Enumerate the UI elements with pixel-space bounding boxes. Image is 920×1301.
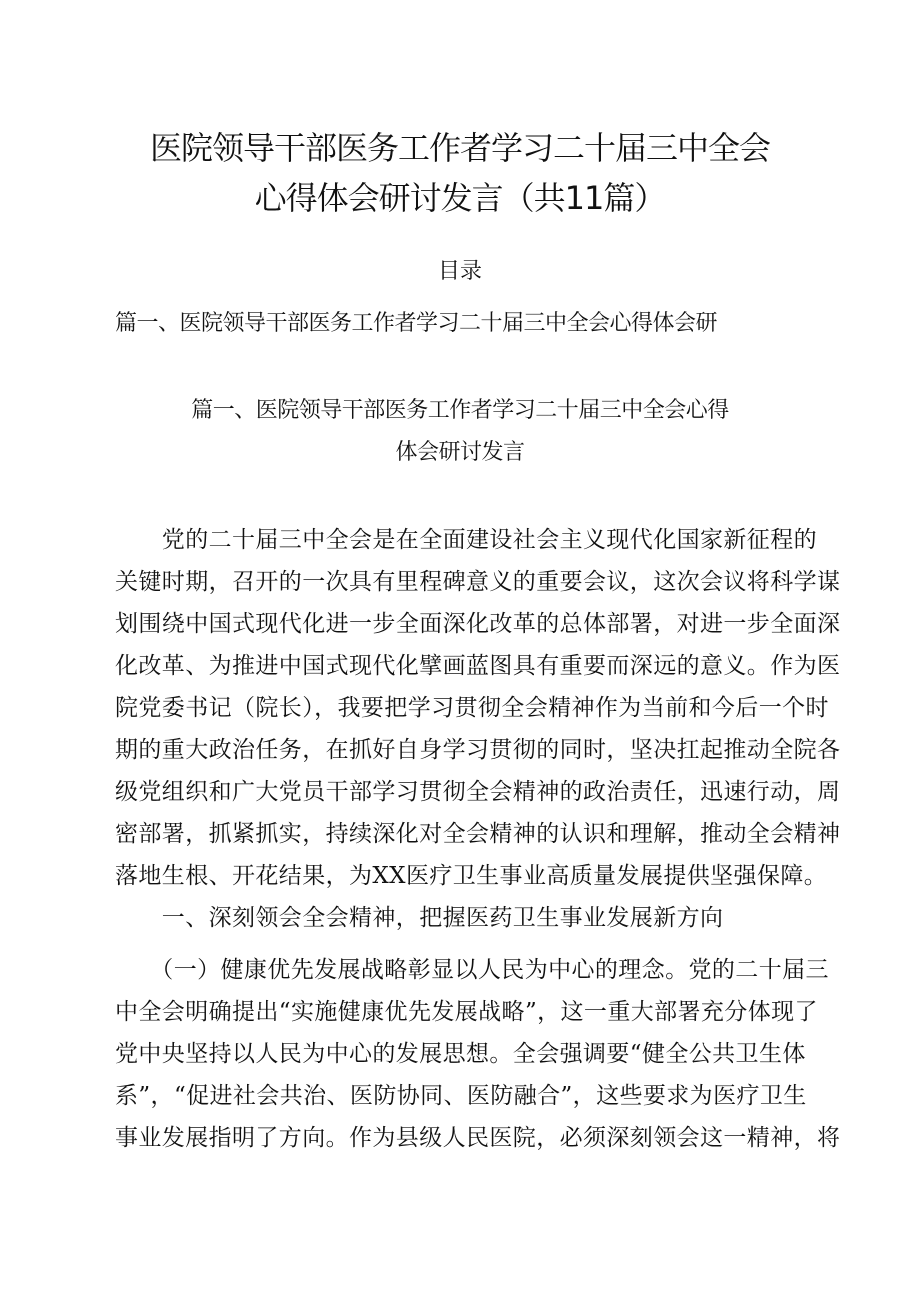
toc-item[interactable]: 篇一、医院领导干部医务工作者学习二十届三中全会心得体会研 xyxy=(115,311,718,336)
body-line: 院党委书记（院长），我要把学习贯彻全会精神作为当前和今后一个时 xyxy=(115,695,829,721)
body-line: 党中央坚持以人民为中心的发展思想。全会强调要“健全公共卫生体 xyxy=(115,1041,806,1067)
body-line: 级党组织和广大党员干部学习贯彻全会精神的政治责任，迅速行动，周 xyxy=(115,779,841,805)
body-line: 化改革、为推进中国式现代化擘画蓝图具有重要而深远的意义。作为医 xyxy=(115,653,841,679)
body-line: 关键时期，召开的一次具有里程碑意义的重要会议，这次会议将科学谋 xyxy=(115,569,841,595)
section-title-line-2: 体会研讨发言 xyxy=(395,440,525,465)
body-line: （一）健康优先发展战略彰显以人民为中心的理念。党的二十届三 xyxy=(115,957,829,983)
body-line: 党的二十届三中全会是在全面建设社会主义现代化国家新征程的 xyxy=(115,527,817,553)
body-line: 事业发展指明了方向。作为县级人民医院，必须深刻领会这一精神，将 xyxy=(115,1125,841,1151)
body-line: 系”，“促进社会共治、医防协同、医防融合”，这些要求为医疗卫生 xyxy=(115,1083,807,1109)
body-line: 中全会明确提出“实施健康优先发展战略”，这一重大部署充分体现了 xyxy=(115,999,818,1025)
section-heading: 一、深刻领会全会精神，把握医药卫生事业发展新方向 xyxy=(115,905,724,931)
section-title-line-1: 篇一、医院领导干部医务工作者学习二十届三中全会心得 xyxy=(191,398,729,423)
document-title-line-1: 医院领导干部医务工作者学习二十届三中全会 xyxy=(149,129,770,167)
body-line: 期的重大政治任务，在抓好自身学习贯彻的同时，坚决扛起推动全院各 xyxy=(115,737,841,763)
body-line: 划围绕中国式现代化进一步全面深化改革的总体部署，对进一步全面深 xyxy=(115,611,841,637)
toc-heading: 目录 xyxy=(437,259,482,284)
body-line: 落地生根、开花结果，为XX医疗卫生事业高质量发展提供坚强保障。 xyxy=(115,863,828,889)
body-line: 密部署，抓紧抓实，持续深化对全会精神的认识和理解，推动全会精神 xyxy=(115,821,841,847)
document-title-line-2: 心得体会研讨发言（共11篇） xyxy=(254,179,666,217)
